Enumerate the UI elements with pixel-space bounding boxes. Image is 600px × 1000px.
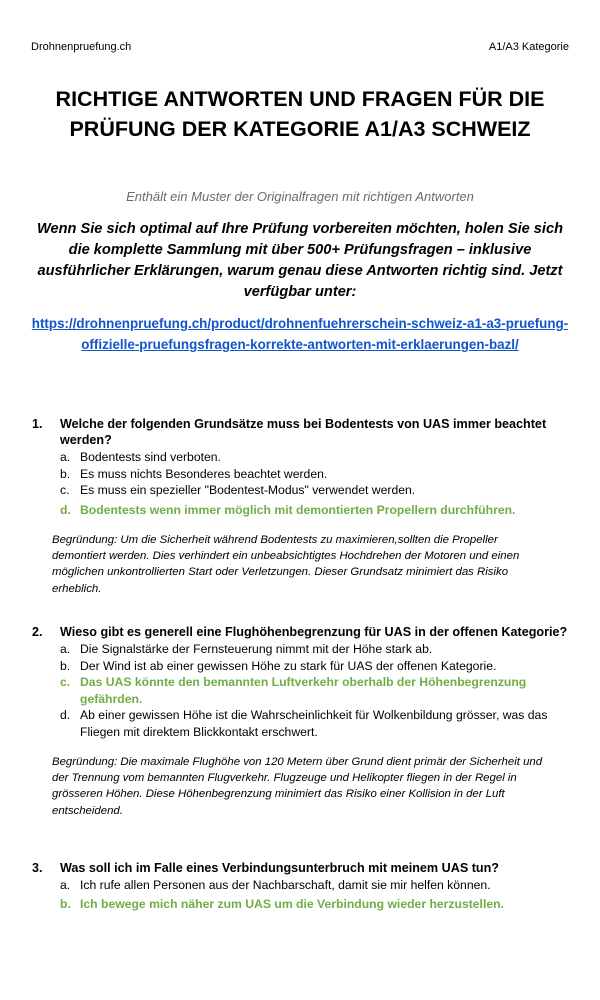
question-number: 2. [32, 625, 43, 639]
option-letter: c. [60, 675, 71, 689]
answer-option-d [60, 707, 572, 740]
question-text: Was soll ich im Falle eines Verbindungsunterbruch mit meinem UAS tun? [60, 861, 499, 875]
option-letter: d. [60, 502, 71, 517]
question-text: Welche der folgenden Grundsätze muss bei Bodentests von UAS immer beachtet werden? [60, 417, 547, 447]
option-text: Der Wind ist ab einer gewissen Höhe zu stark für UAS der offenen Kategorie. [80, 658, 497, 673]
answer-option-b [60, 466, 572, 483]
option-text: Ab einer gewissen Höhe ist die Wahrscheinlichkeit für Wolkenbildung grösser, was das Fliegen mit direktem Blickkontakt erschwert. [80, 708, 548, 739]
option-letter: b. [60, 466, 71, 481]
header-category: A1/A3 Kategorie [488, 41, 569, 53]
product-link[interactable]: https://drohnenpruefung.ch/product/drohnenfuehrerschein-schweiz-a1-a3-pruefung-offizielle-pruefungsfragen-korrekte-antworten-mit-erklaerungen-bazl/ [31, 316, 569, 352]
header-site-name: Drohnenpruefung.ch [31, 41, 132, 53]
option-text: Es muss ein spezieller "Bodentest-Modus" verwendet werden. [80, 483, 416, 497]
correct-answer-option-c [60, 674, 572, 707]
option-letter: b. [60, 658, 71, 673]
question-2 [32, 624, 572, 819]
answer-option-c [60, 482, 572, 499]
promo-text: Wenn Sie sich optimal auf Ihre Prüfung vorbereiten möchten, holen Sie sich die komplette Sammlung mit über 500+ Prüfungsfragen – inklusive ausführlicher Erklärungen, warum genau diese Antworten richtig sind. Jetzt verfügbar unter: [36, 221, 563, 300]
option-letter: a. [60, 450, 71, 464]
option-text: Die Signalstärke der Fernsteuerung nimmt mit der Höhe stark ab. [80, 642, 433, 656]
option-letter: a. [60, 642, 71, 656]
option-text: Ich rufe allen Personen aus der Nachbarschaft, damit sie mir helfen können. [80, 878, 491, 892]
option-text: Das UAS könnte den bemannten Luftverkehr oberhalb der Höhenbegrenzung gefährden. [80, 675, 527, 706]
correct-answer-option-d [60, 502, 572, 519]
question-1 [32, 416, 572, 597]
option-letter: a. [60, 878, 71, 892]
question-3 [32, 860, 572, 912]
answer-explanation: Begründung: Die maximale Flughöhe von 120 Metern über Grund dient primär der Sicherheit und der Trennung vom bemannten Flugverkehr. Flugzeuge und Helikopter fliegen in der Regel in grösseren Höhen. Diese Höhenbegrenzung minimiert das Risiko einer Kollision in der Luft entscheidend. [52, 756, 543, 817]
option-text: Es muss nichts Besonderes beachtet werden. [80, 466, 328, 481]
answer-option-a [60, 877, 572, 894]
option-letter: b. [60, 896, 71, 911]
option-text: Bodentests sind verboten. [80, 450, 221, 464]
question-text: Wieso gibt es generell eine Flughöhenbegrenzung für UAS in der offenen Kategorie? [60, 625, 568, 639]
option-text: Ich bewege mich näher zum UAS um die Verbindung wieder herzustellen. [80, 896, 504, 911]
answer-option-a [60, 449, 572, 466]
option-letter: d. [60, 708, 71, 722]
document-subtitle: Enthält ein Muster der Originalfragen mit richtigen Antworten [126, 189, 474, 204]
correct-answer-option-b [60, 896, 572, 913]
option-text: Bodentests wenn immer möglich mit demontierten Propellern durchführen. [80, 502, 516, 517]
question-number: 1. [32, 417, 43, 431]
option-letter: c. [60, 483, 70, 497]
answer-option-a [60, 641, 572, 658]
document-title: RICHTIGE ANTWORTEN UND FRAGEN FÜR DIE PRÜFUNG DER KATEGORIE A1/A3 SCHWEIZ [55, 87, 545, 141]
answer-option-b [60, 658, 572, 675]
question-number: 3. [32, 861, 43, 875]
answer-explanation: Begründung: Um die Sicherheit während Bodentests zu maximieren,sollten die Propeller demontiert werden. Dies verhindert ein unbeabsichtigtes Hochdrehen der Motoren und einen möglichen unkontrollierten Start oder Verletzungen. Dieser Grundsatz minimiert das Risiko erheblich. [52, 534, 520, 595]
